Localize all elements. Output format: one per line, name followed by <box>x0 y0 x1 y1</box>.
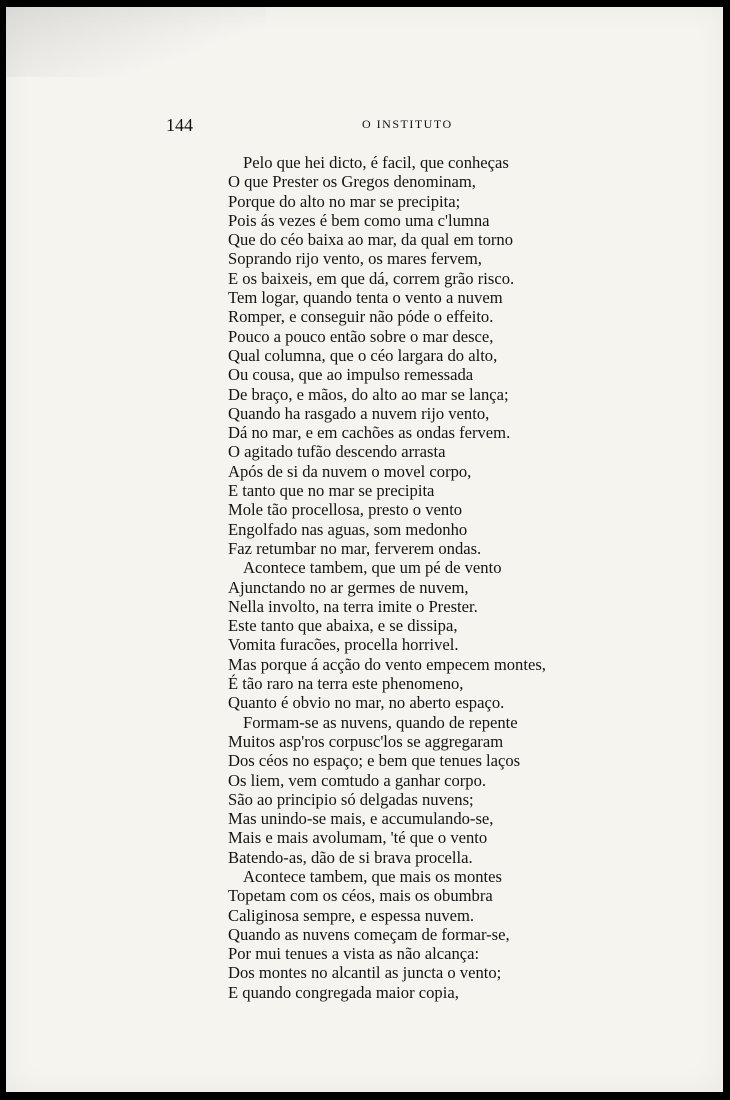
poem-line: É tão raro na terra este phenomeno, <box>228 674 464 694</box>
poem-line: Mas porque á acção do vento empecem montes, <box>228 654 546 674</box>
poem-line: Por mui tenues a vista as não alcança: <box>228 944 480 964</box>
poem-line: Pelo que hei dicto, é facil, que conheças <box>243 153 509 172</box>
poem-line: Ajunctando no ar germes de nuvem, <box>228 577 469 597</box>
poem-line: Acontece tambem, que um pé de vento <box>243 558 502 578</box>
poem-line: Pouco a pouco então sobre o mar desce, <box>228 326 494 346</box>
poem-line: Mas unindo-se mais, e accumulando-se, <box>228 809 494 829</box>
poem-line: Topetam com os céos, mais os obumbra <box>228 886 493 906</box>
poem-line: Soprando rijo vento, os mares fervem, <box>228 249 482 269</box>
book-page <box>6 7 723 1092</box>
poem-line: O que Prester os Gregos denominam, <box>228 172 476 192</box>
poem-line: Acontece tambem, que mais os montes <box>243 866 502 886</box>
poem-line: E quando congregada maior copia, <box>228 982 459 1002</box>
page-number: 144 <box>166 115 193 135</box>
poem-line: Dá no mar, e em cachões as ondas fervem. <box>228 423 511 443</box>
poem-line: Formam-se as nuvens, quando de repente <box>243 712 518 732</box>
poem-line: Após de si da nuvem o movel corpo, <box>228 461 472 481</box>
poem-line: Batendo-as, dão de si brava procella. <box>228 847 473 867</box>
poem-line: Quando ha rasgado a nuvem rijo vento, <box>228 403 490 423</box>
poem-line: E tanto que no mar se precipita <box>228 481 435 501</box>
poem-line: Os liem, vem comtudo a ganhar corpo. <box>228 770 487 790</box>
poem-line: Caliginosa sempre, e espessa nuvem. <box>228 905 475 925</box>
poem-line: Quanto é obvio no mar, no aberto espaço. <box>228 693 505 713</box>
page-header <box>166 107 526 137</box>
poem-line: Nella involto, na terra imite o Prester. <box>228 596 478 616</box>
poem-line: São ao principio só delgadas nuvens; <box>228 789 474 809</box>
poem-line: Romper, e conseguir não póde o effeito. <box>228 307 494 327</box>
poem-text <box>228 153 608 1002</box>
poem-line: De braço, e mãos, do alto ao mar se lança; <box>228 384 509 404</box>
poem-line: Tem logar, quando tenta o vento a nuvem <box>228 288 503 308</box>
poem-line: Muitos asp'ros corpusc'los se aggregaram <box>228 731 504 751</box>
poem-line: Este tanto que abaixa, e se dissipa, <box>228 616 458 636</box>
poem-line: Ou cousa, que ao impulso remessada <box>228 365 474 385</box>
poem-line: Dos céos no espaço; e bem que tenues laços <box>228 751 521 771</box>
poem-line: Que do céo baixa ao mar, da qual em torno <box>228 230 514 250</box>
poem-line: Porque do alto no mar se precipita; <box>228 191 461 211</box>
poem-line: Vomita furacões, procella horrivel. <box>228 635 459 655</box>
poem-line: Faz retumbar no mar, ferverem ondas. <box>228 538 482 558</box>
poem-line: Mais e mais avolumam, 'té que o vento <box>228 828 488 848</box>
scan-smudge <box>6 7 266 77</box>
poem-line: Qual columna, que o céo largara do alto, <box>228 345 498 365</box>
poem-line: Engolfado nas aguas, som medonho <box>228 519 468 539</box>
poem-line: Pois ás vezes é bem como uma c'lumna <box>228 210 490 230</box>
poem-line: Mole tão procellosa, presto o vento <box>228 500 463 520</box>
poem-line: O agitado tufão descendo arrasta <box>228 442 446 462</box>
poem-line: Quando as nuvens começam de formar-se, <box>228 924 510 944</box>
poem-line: Dos montes no alcantil as juncta o vento; <box>228 963 502 983</box>
running-title: O INSTITUTO <box>362 117 453 131</box>
poem-line: E os baixeis, em que dá, correm grão risco. <box>228 268 515 288</box>
